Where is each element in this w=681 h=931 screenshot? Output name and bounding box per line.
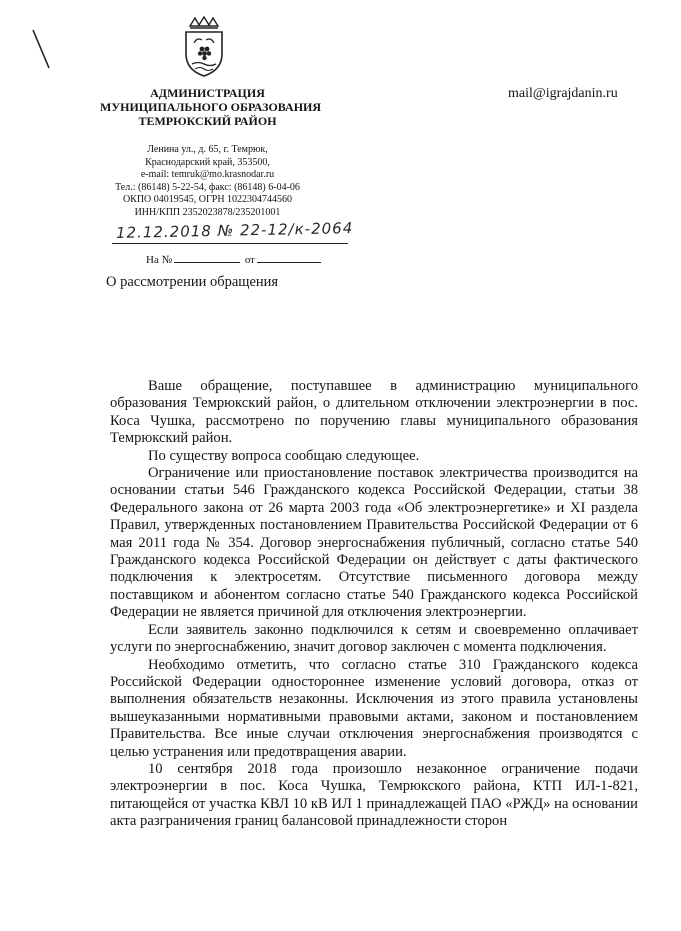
organization-name — [100, 86, 322, 128]
paragraph: Ограничение или приостановление поставок электричества производится на основании статьи 546 Гражданского кодекса Российской Федерации, статьи 38 Федерального закона от 26 марта 2003 года «Об электроэнергетике» и XI раздела Правил, утвержденных постановлением Правительства Российской Федерации от 6 мая 2011 года № 354. Договор энергоснабжения публичный, согласно статье 540 Гражданского кодекса Российской Федерации он действует с даты фактического подключения к электросетям. Отсутствие письменного договора между поставщиком и абонентом согласно статье 540 Гражданского кодекса Российской Федерации не является причиной для отключения электроэнергии. — [110, 465, 638, 621]
registration-underline — [112, 243, 348, 244]
phone-line: Тел.: (86148) 5-22-54, факс: (86148) 6-04-06 — [115, 181, 300, 193]
letter-subject: О рассмотрении обращения — [106, 274, 279, 290]
paragraph: 10 сентября 2018 года произошло незаконное ограничение подачи электроэнергии в пос. Коса Чушка, Темрюкского района, КТП ИЛ-1-821, питающейся от участка КВЛ 10 кВ ИЛ 1 принадлежащей ПАО «РЖД» на основании акта разграничения границ балансовой принадлежности сторон — [110, 760, 638, 830]
paragraph: По существу вопроса сообщаю следующее. — [148, 447, 420, 464]
scan-mark — [0, 0, 60, 80]
org-line: АДМИНИСТРАЦИЯ — [150, 86, 265, 100]
paragraph: Ваше обращение, поступавшее в администрацию муниципального образования Темрюкский район, о длительном отключении электроэнергии в пос. Коса Чушка, рассмотрено по поручению главы муниципального образования Темрюкский район. — [110, 378, 638, 447]
ref-prefix: На № — [146, 254, 173, 266]
ref-from: от — [244, 254, 255, 266]
ref-date-blank — [257, 262, 321, 263]
letter-body — [110, 378, 638, 831]
address-line: Ленина ул., д. 65, г. Темрюк, — [147, 144, 268, 155]
reference-line — [146, 254, 321, 266]
paragraph: Если заявитель законно подключился к сетям и своевременно оплачивает услуги по энергоснабжению, значит договор заключен с момента подключения. — [110, 621, 638, 656]
paragraph: Необходимо отметить, что согласно статье 310 Гражданского кодекса Российской Федерации одностороннее изменение условий договора, отказ от выполнения обязательств незаконны. Исключения из этого правила установлены вышеуказанными нормативными правовыми актами, законом и постановлением Правительства. Все иные случаи отключения энергоснабжения производятся с целью устранения или предотвращения аварии. — [110, 656, 638, 760]
coat-of-arms-icon — [181, 16, 227, 78]
address-line: Краснодарский край, 353500, — [145, 156, 270, 168]
inn-line: ИНН/КПП 2352023878/235201001 — [134, 206, 281, 218]
registration-number: 12.12.2018 № 22-12/к-2064 — [115, 219, 354, 242]
org-line: МУНИЦИПАЛЬНОГО ОБРАЗОВАНИЯ — [100, 100, 322, 114]
organization-details — [100, 144, 315, 220]
ref-number-blank — [174, 262, 240, 263]
recipient-email: mail@igrajdanin.ru — [508, 86, 618, 101]
email-line: e-mail: temruk@mo.krasnodar.ru — [140, 169, 275, 181]
okpo-line: ОКПО 04019545, ОГРН 1022304744560 — [122, 194, 293, 206]
org-line: ТЕМРЮКСКИЙ РАЙОН — [138, 114, 277, 128]
